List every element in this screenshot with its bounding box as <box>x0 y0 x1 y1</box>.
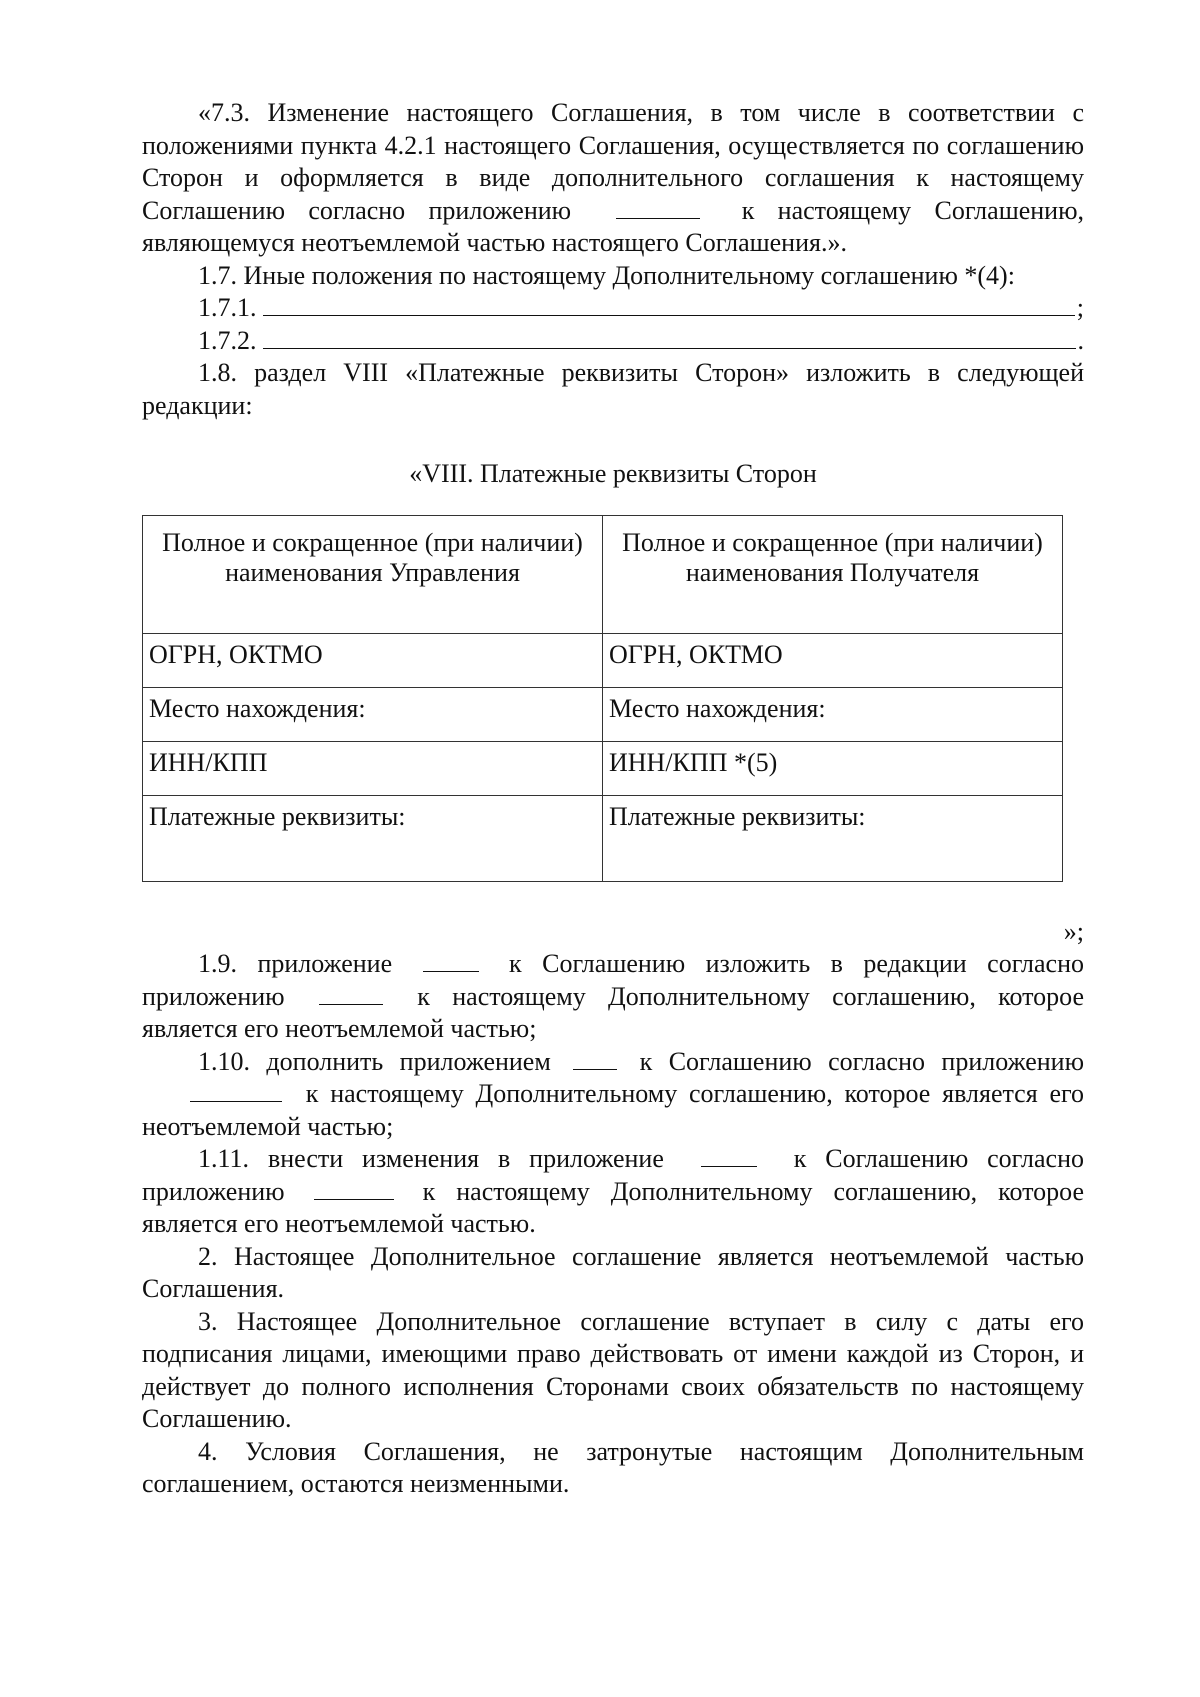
paragraph-1-9 <box>142 948 1084 1046</box>
blank-line <box>263 326 1076 349</box>
item-1-7-2 <box>142 325 1084 358</box>
blank-field <box>701 1144 757 1167</box>
paragraph-7-3 <box>142 97 1084 260</box>
paragraph-1-9-text-a: 1.9. приложение <box>198 949 393 978</box>
paragraph-1-8: 1.8. раздел VIII «Платежные реквизиты Сторон» изложить в следующей редакции: <box>142 358 1084 420</box>
requisites-table <box>142 515 1063 882</box>
table-cell: Место нахождения: <box>143 687 603 741</box>
table-cell: ОГРН, ОКТМО <box>143 633 603 687</box>
paragraph-1-10-text-c: к настоящему Дополнительному соглашению, которое является его неотъемлемой частью; <box>142 1079 1085 1141</box>
paragraph-1-9-text-c: к настоящему Дополнительному соглашению, которое является его неотъемлемой частью; <box>142 981 1085 1043</box>
table-cell: Место нахождения: <box>603 687 1063 741</box>
blank-field <box>423 949 479 972</box>
paragraph-1-11-text-b: к Соглашению согласно приложению <box>142 1144 1084 1206</box>
paragraph-1-9-text-b: к Соглашению изложить в редакции согласно приложению <box>142 949 1085 1011</box>
section-title: «VIII. Платежные реквизиты Сторон <box>409 459 817 488</box>
item-1-7-1-number: 1.7.1. <box>198 293 257 322</box>
blank-field <box>319 982 383 1005</box>
table-cell: ИНН/КПП *(5) <box>603 741 1063 795</box>
item-1-7-1-end: ; <box>1076 293 1084 322</box>
paragraph-1-11-text-a: 1.11. внести изменения в приложение <box>198 1144 664 1173</box>
table-row <box>143 687 1063 741</box>
paragraph-1-11 <box>142 1143 1084 1241</box>
paragraph-4: 4. Условия Соглашения, не затронутые настоящим Дополнительным соглашением, остаются неизменными. <box>142 1436 1084 1498</box>
table-cell: ОГРН, ОКТМО <box>603 633 1063 687</box>
table-row <box>143 633 1063 687</box>
blank-line <box>263 293 1075 316</box>
paragraph-1-10-text-a: 1.10. дополнить приложением <box>198 1046 551 1076</box>
item-1-7-2-end: . <box>1077 325 1084 355</box>
blank-field <box>573 1047 617 1070</box>
blank-field <box>190 1079 282 1102</box>
paragraph-2: 2. Настоящее Дополнительное соглашение является неотъемлемой частью Соглашения. <box>142 1241 1084 1303</box>
paragraph-1-10-text-b: к Соглашению согласно приложению <box>639 1046 1084 1076</box>
table-header-row <box>143 515 1063 633</box>
table-row <box>143 795 1063 881</box>
document-body <box>142 97 1084 1501</box>
paragraph-7-3-tail: к настоящему Соглашению, являющемуся неотъемлемой частью настоящего Соглашения.». <box>142 195 1085 257</box>
paragraph-7-3-text: «7.3. Изменение настоящего Соглашения, в том числе в соответствии с положениями пункта 4.2.1 настоящего Соглашения, осуществляется по соглашению Сторон и оформляется в виде дополнительного соглашения к настоящему Соглашению согласно приложению <box>142 98 1084 225</box>
paragraph-1-10 <box>142 1046 1084 1144</box>
header-cell-left: Полное и сокращенное (при наличии) наименования Управления <box>143 515 603 633</box>
table-row <box>143 741 1063 795</box>
item-1-7-1 <box>142 292 1084 325</box>
table-cell: Платежные реквизиты: <box>143 795 603 881</box>
paragraph-3: 3. Настоящее Дополнительное соглашение вступает в силу с даты его подписания лицами, имеющими право действовать от имени каждой из Сторон, и действует до полного исполнения Сторонами своих обязательств по настоящему Соглашению. <box>142 1306 1084 1433</box>
table-close-quote: »; <box>1063 916 1084 946</box>
paragraph-1-7: 1.7. Иные положения по настоящему Дополнительному соглашению *(4): <box>198 260 1015 290</box>
item-1-7-2-number: 1.7.2. <box>198 325 257 355</box>
header-cell-right: Полное и сокращенное (при наличии) наименования Получателя <box>603 515 1063 633</box>
blank-field <box>616 196 700 219</box>
table-cell: ИНН/КПП <box>143 741 603 795</box>
paragraph-1-11-text-c: к настоящему Дополнительному соглашению, которое является его неотъемлемой частью. <box>142 1176 1085 1238</box>
table-cell: Платежные реквизиты: <box>603 795 1063 881</box>
blank-field <box>314 1177 394 1200</box>
